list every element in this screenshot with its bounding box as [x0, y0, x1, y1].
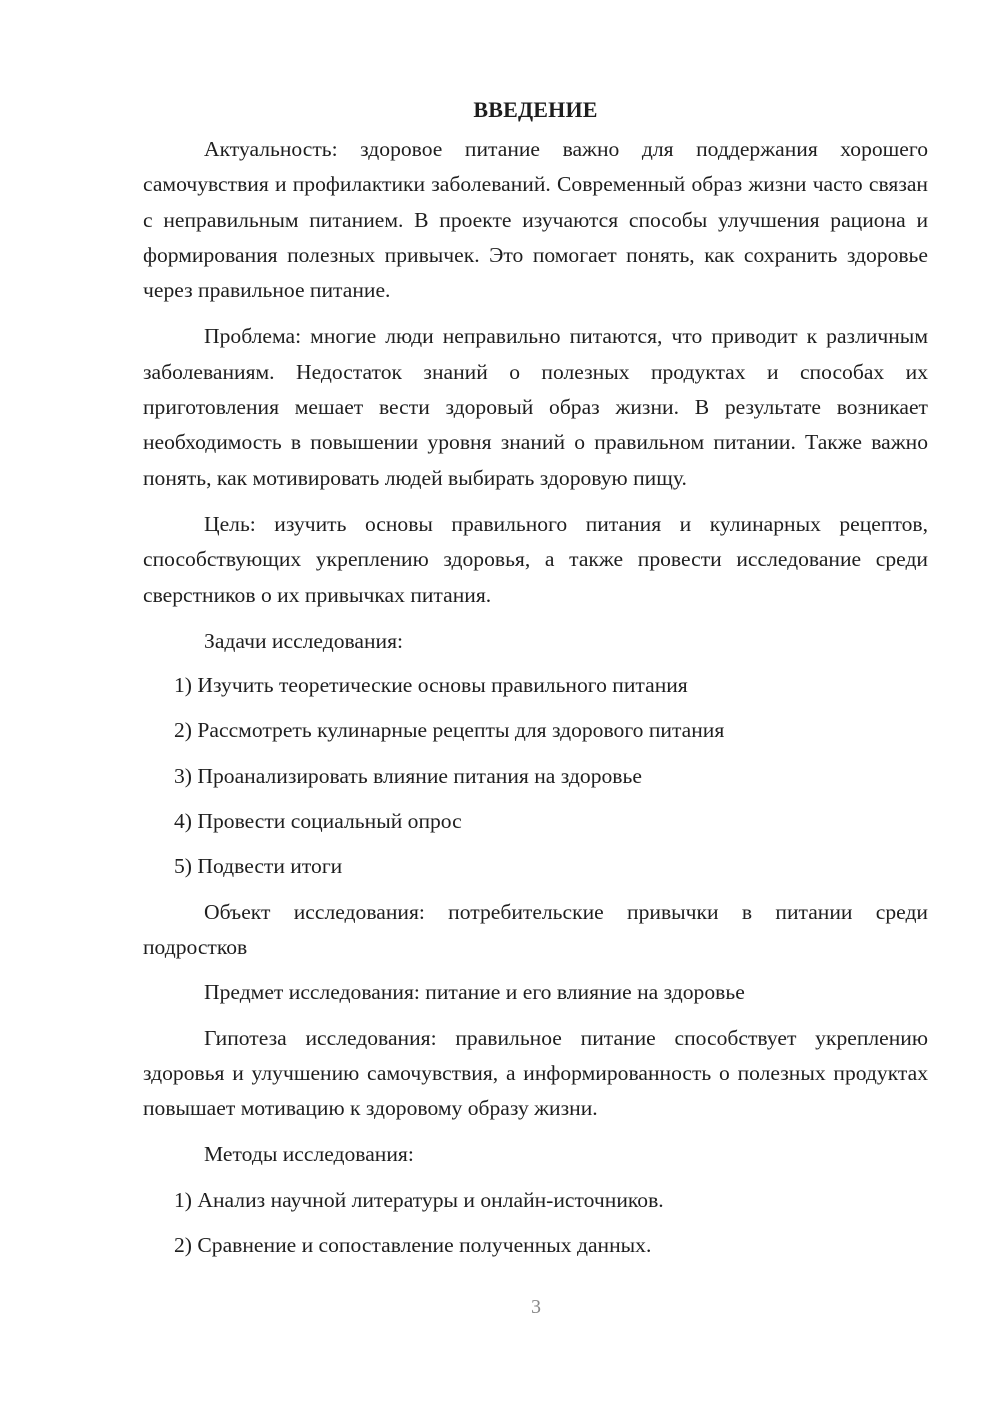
list-item: 2) Сравнение и сопоставление полученных данных.: [174, 1233, 652, 1258]
problem-paragraph: Проблема: многие люди неправильно питаются, что приводит к различным заболеваниям. Недостаток знаний о полезных продуктах и способах их приготовления мешает вести здоровый образ жизни. В результате возникает необходимость в повышении уровня знаний о правильном питании. Также важно понять, как мотивировать людей выбирать здоровую пищу.: [143, 324, 928, 490]
list-item: 5) Подвести итоги: [174, 854, 343, 879]
list-item: 3) Проанализировать влияние питания на здоровье: [174, 763, 642, 788]
goal-paragraph: Цель: изучить основы правильного питания и кулинарных рецептов, способствующих укреплению здоровья, а также провести исследование среди сверстников о их привычках питания.: [143, 511, 928, 607]
object-paragraph: Объект исследования: потребительские привычки в питании среди подростков: [143, 899, 928, 959]
methods-heading: Методы исследования:: [204, 1142, 414, 1167]
list-item: 1) Анализ научной литературы и онлайн-источников.: [174, 1187, 664, 1212]
page-title: ВВЕДЕНИЕ: [473, 97, 598, 122]
subject-paragraph: Предмет исследования: питание и его влияние на здоровье: [204, 980, 745, 1005]
methods-list: [143, 1183, 928, 1264]
hypothesis-paragraph: Гипотеза исследования: правильное питание способствует укреплению здоровья и улучшению самочувствия, а информированность о полезных продуктах повышает мотивацию к здоровому образу жизни.: [143, 1025, 928, 1121]
tasks-list: [143, 668, 928, 884]
tasks-heading: Задачи исследования:: [204, 628, 404, 653]
list-item: 2) Рассмотреть кулинарные рецепты для здорового питания: [174, 718, 725, 743]
document-page: [143, 92, 928, 1263]
relevance-paragraph: Актуальность: здоровое питание важно для поддержания хорошего самочувствия и профилактики заболеваний. Современный образ жизни часто связан с неправильным питанием. В проекте изучаются способы улучшения рациона и формирования полезных привычек. Это помогает понять, как сохранить здоровье через правильное питание.: [143, 137, 928, 303]
list-item: 1) Изучить теоретические основы правильного питания: [174, 673, 688, 698]
page-number: 3: [531, 1296, 541, 1318]
list-item: 4) Провести социальный опрос: [174, 809, 462, 834]
